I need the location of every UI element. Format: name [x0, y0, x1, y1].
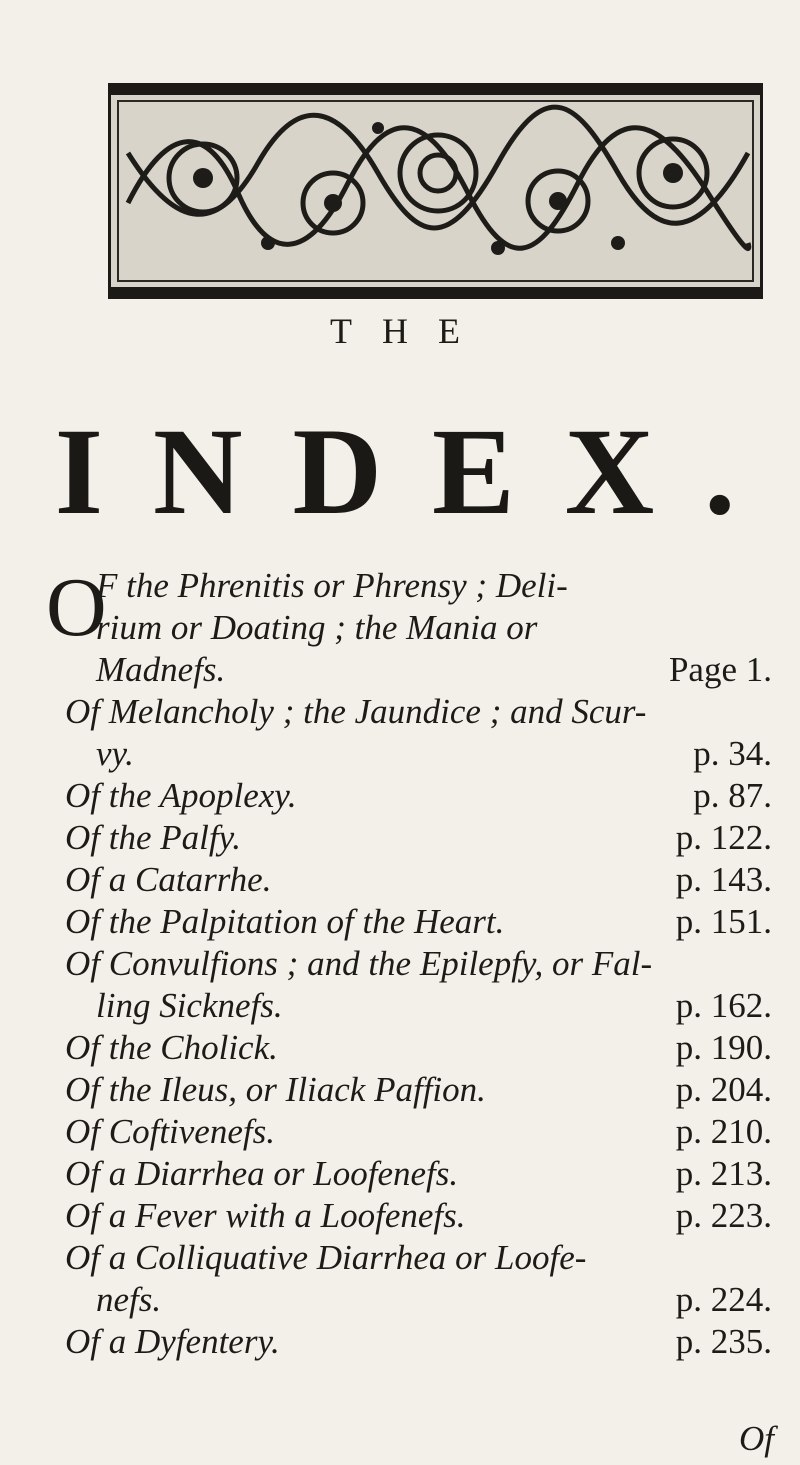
index-entry — [0, 1069, 800, 1111]
heading-the: THE — [330, 311, 490, 351]
page-reference: p. 213. — [675, 1154, 772, 1193]
index-entry — [0, 1237, 800, 1321]
entry-line: Of Melancholy ; the Jaundice ; and Scur- — [65, 692, 647, 731]
entry-line: Of a Catarrhe. p. 143. — [65, 860, 772, 899]
page-reference: p. 190. — [675, 1028, 772, 1067]
index-entry — [0, 561, 800, 691]
entry-line: Madnefs. Page 1. — [96, 650, 772, 689]
entry-line: Of the Apoplexy. p. 87. — [65, 776, 772, 815]
entry-line: Of the Cholick. p. 190. — [65, 1028, 772, 1067]
entry-line: Of Convulfions ; and the Epilepfy, or Fal- — [65, 944, 653, 983]
page-reference: Page 1. — [668, 650, 772, 689]
page-reference: p. 235. — [675, 1322, 772, 1361]
entry-line: Of a Colliquative Diarrhea or Loofe- — [65, 1238, 587, 1277]
entry-line: Of the Ileus, or Iliack Paffion. p. 204. — [65, 1070, 772, 1109]
index-entry — [0, 943, 800, 1027]
page-reference: p. 143. — [675, 860, 772, 899]
index-entries — [0, 561, 800, 1363]
entry-line: ling Sicknefs. p. 162. — [96, 986, 772, 1025]
entry-line: Of a Dyfentery. p. 235. — [65, 1322, 772, 1361]
entry-line: Of a Diarrhea or Loofenefs. p. 213. — [65, 1154, 772, 1193]
page-reference: p. 122. — [675, 818, 772, 857]
heading-index: INDEX. — [54, 403, 786, 540]
index-entry — [0, 775, 800, 817]
index-entry — [0, 1321, 800, 1363]
page-reference: p. 204. — [675, 1070, 772, 1109]
entry-line: Of Coftivenefs. p. 210. — [65, 1112, 772, 1151]
index-entry — [0, 901, 800, 943]
index-entry — [0, 1195, 800, 1237]
page-reference: p. 210. — [675, 1112, 772, 1151]
drop-cap: O — [46, 561, 107, 654]
page-reference: p. 34. — [693, 734, 772, 773]
entry-line: F the Phrenitis or Phrensy ; Deli- — [96, 566, 568, 605]
entry-line: nefs. p. 224. — [96, 1280, 772, 1319]
entry-line: vy. p. 34. — [96, 734, 772, 773]
entry-line: Of the Palfy. p. 122. — [65, 818, 772, 857]
index-entry — [0, 1111, 800, 1153]
page-reference: p. 223. — [675, 1196, 772, 1235]
index-entry — [0, 817, 800, 859]
catchword: Of — [739, 1419, 774, 1458]
ornamental-headpiece — [108, 83, 763, 301]
index-entry — [0, 1027, 800, 1069]
page-reference: p. 224. — [675, 1280, 772, 1319]
page-reference: p. 151. — [675, 902, 772, 941]
page-reference: p. 87. — [693, 776, 772, 815]
index-entry — [0, 691, 800, 775]
headpiece-ornament-icon — [108, 83, 763, 301]
entry-line: rium or Doating ; the Mania or — [96, 608, 538, 647]
entry-line: Of the Palpitation of the Heart. p. 151. — [65, 902, 772, 941]
entry-line: Of a Fever with a Loofenefs. p. 223. — [65, 1196, 772, 1235]
index-entry — [0, 1153, 800, 1195]
page-reference: p. 162. — [675, 986, 772, 1025]
index-entry — [0, 859, 800, 901]
